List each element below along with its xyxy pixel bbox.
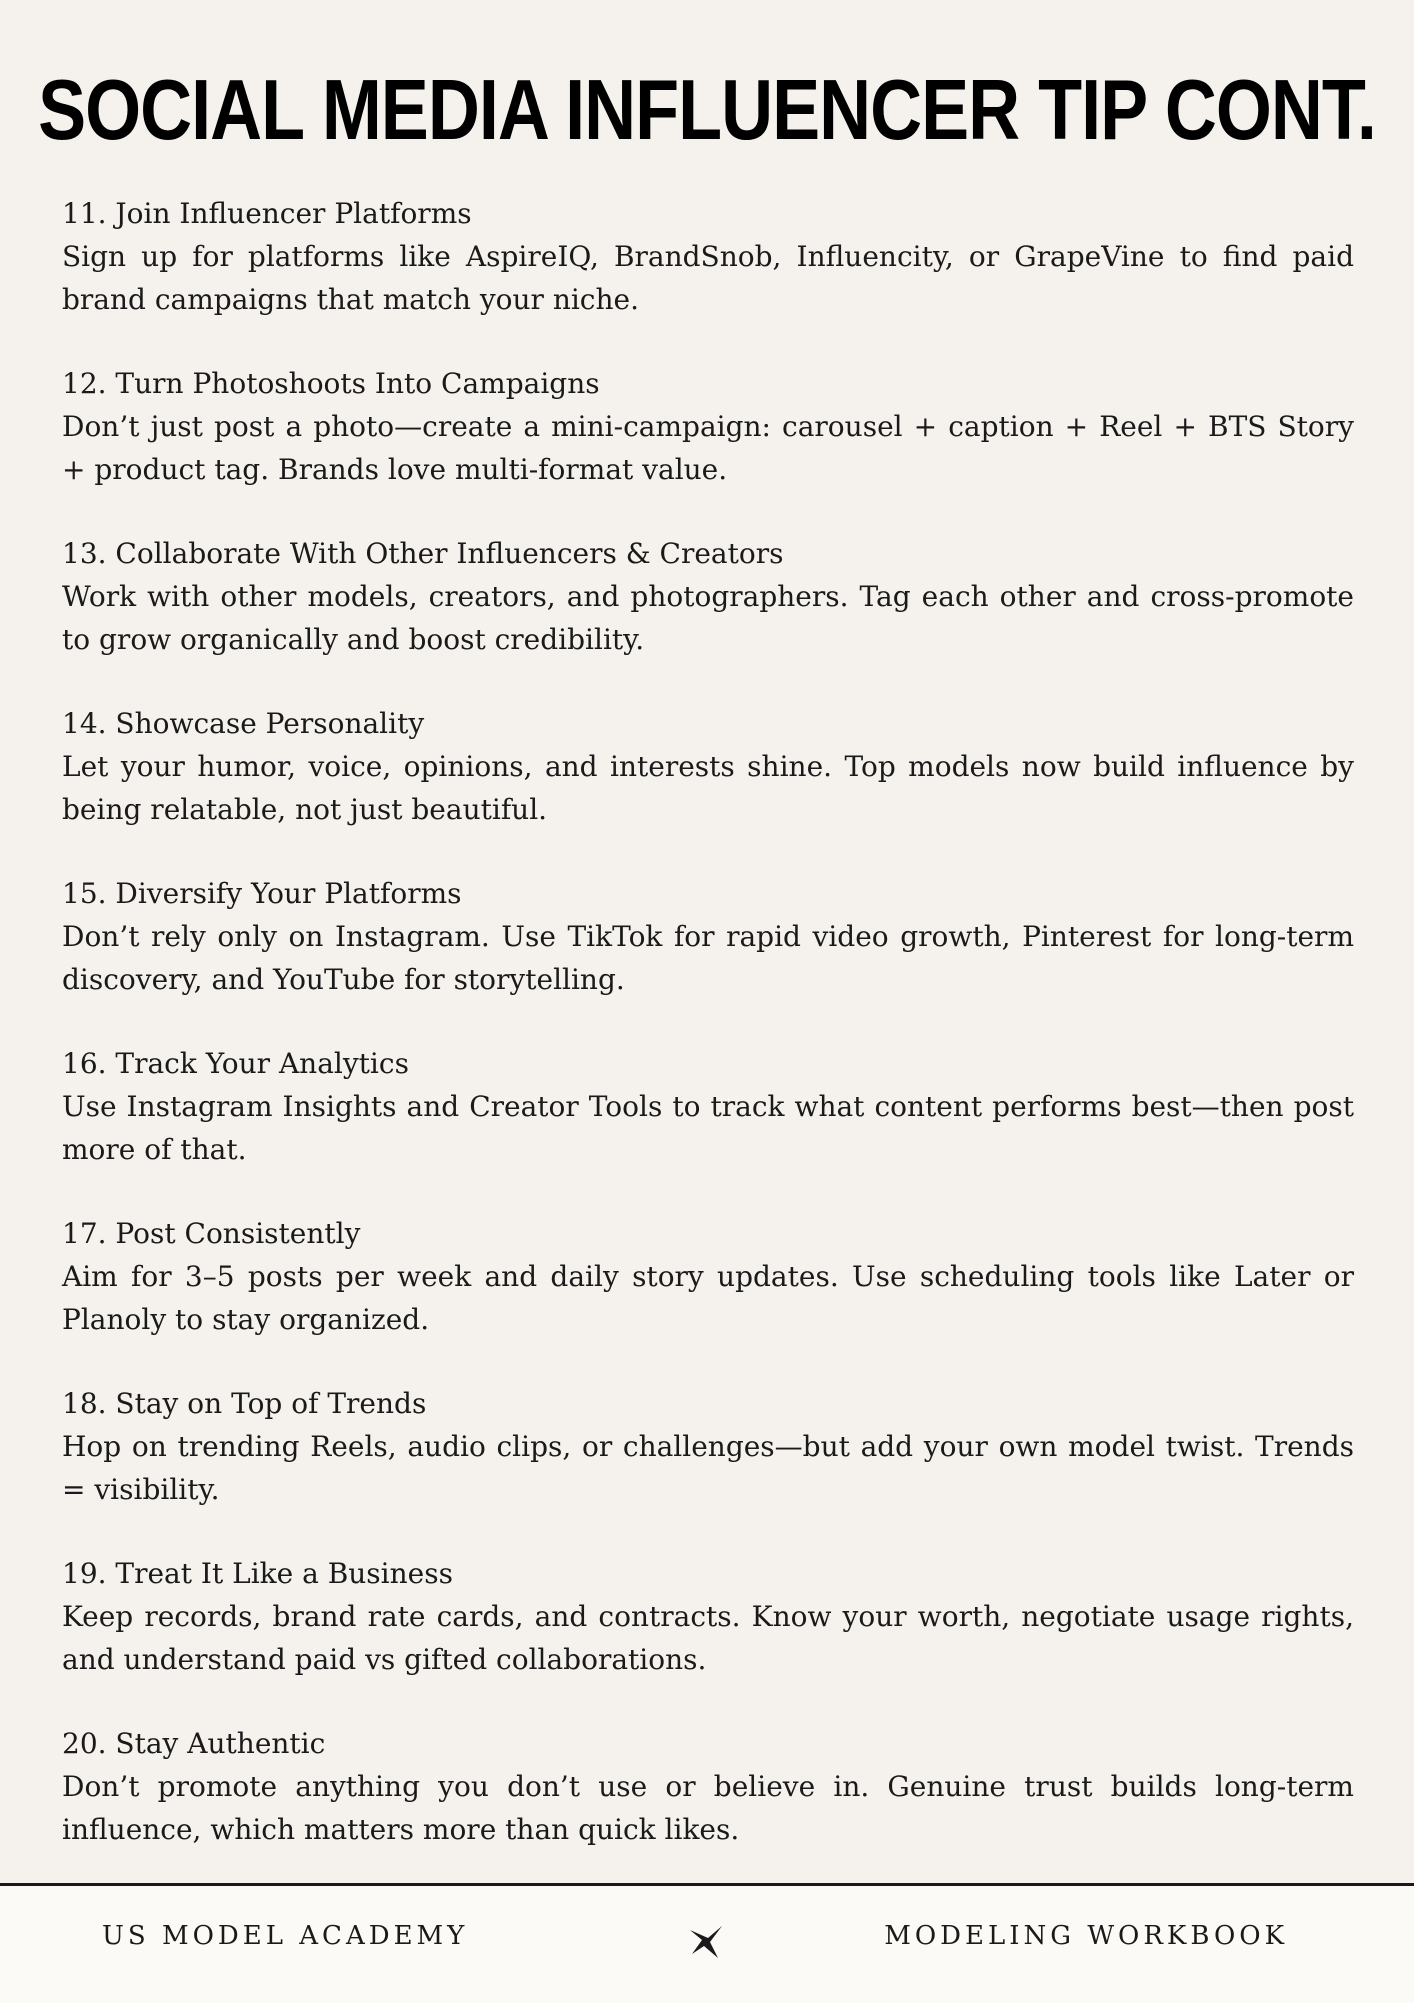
tip-item-18 [62, 1382, 1354, 1511]
tip-heading: 17. Post Consistently [62, 1217, 361, 1250]
tip-heading: 11. Join Influencer Platforms [62, 197, 472, 230]
tip-heading: 13. Collaborate With Other Influencers & Creators [62, 537, 784, 570]
tip-heading: 14. Showcase Personality [62, 707, 425, 740]
tip-heading: 20. Stay Authentic [62, 1727, 326, 1760]
tip-heading: 18. Stay on Top of Trends [62, 1387, 427, 1420]
tip-body: Use Instagram Insights and Creator Tools to track what content performs best—then post more of that. [62, 1090, 1354, 1166]
tip-body: Hop on trending Reels, audio clips, or challenges—but add your own model twist. Trends = visibility. [62, 1430, 1354, 1506]
tip-body: Don’t rely only on Instagram. Use TikTok for rapid video growth, Pinterest for long-term discovery, and YouTube for storytelling. [62, 920, 1354, 996]
tip-item-15 [62, 872, 1354, 1001]
tip-heading: 15. Diversify Your Platforms [62, 877, 462, 910]
tip-body: Sign up for platforms like AspireIQ, BrandSnob, Influencity, or GrapeVine to find paid brand campaigns that match your niche. [62, 240, 1354, 316]
tip-item-16 [62, 1042, 1354, 1171]
tip-item-14 [62, 702, 1354, 831]
tip-heading: 16. Track Your Analytics [62, 1047, 409, 1080]
footer-workbook-name: MODELING WORKBOOK [884, 1921, 1288, 1951]
tip-body: Let your humor, voice, opinions, and interests shine. Top models now build influence by being relatable, not just beautiful. [62, 750, 1354, 826]
tip-heading: 12. Turn Photoshoots Into Campaigns [62, 367, 600, 400]
tip-item-17 [62, 1212, 1354, 1341]
sparkle-star-icon [688, 1924, 724, 1960]
tip-item-12 [62, 362, 1354, 491]
footer-academy-name: US MODEL ACADEMY [102, 1921, 469, 1951]
page-title: SOCIAL MEDIA INFLUENCER TIP CONT. [38, 63, 1376, 158]
page-footer [0, 1883, 1414, 2003]
tip-item-13 [62, 532, 1354, 661]
tips-list [62, 192, 1354, 1892]
tip-item-20 [62, 1722, 1354, 1851]
tip-body: Work with other models, creators, and photographers. Tag each other and cross-promote to grow organically and boost credibility. [62, 580, 1354, 656]
tip-body: Keep records, brand rate cards, and contracts. Know your worth, negotiate usage rights, and understand paid vs gifted collaborations. [62, 1600, 1354, 1676]
tip-item-11 [62, 192, 1354, 321]
tip-body: Don’t promote anything you don’t use or believe in. Genuine trust builds long-term influence, which matters more than quick likes. [62, 1770, 1354, 1846]
tip-item-19 [62, 1552, 1354, 1681]
tip-body: Aim for 3–5 posts per week and daily story updates. Use scheduling tools like Later or Planoly to stay organized. [62, 1260, 1354, 1336]
tip-body: Don’t just post a photo—create a mini-campaign: carousel + caption + Reel + BTS Story + product tag. Brands love multi-format value. [62, 410, 1354, 486]
tip-heading: 19. Treat It Like a Business [62, 1557, 453, 1590]
